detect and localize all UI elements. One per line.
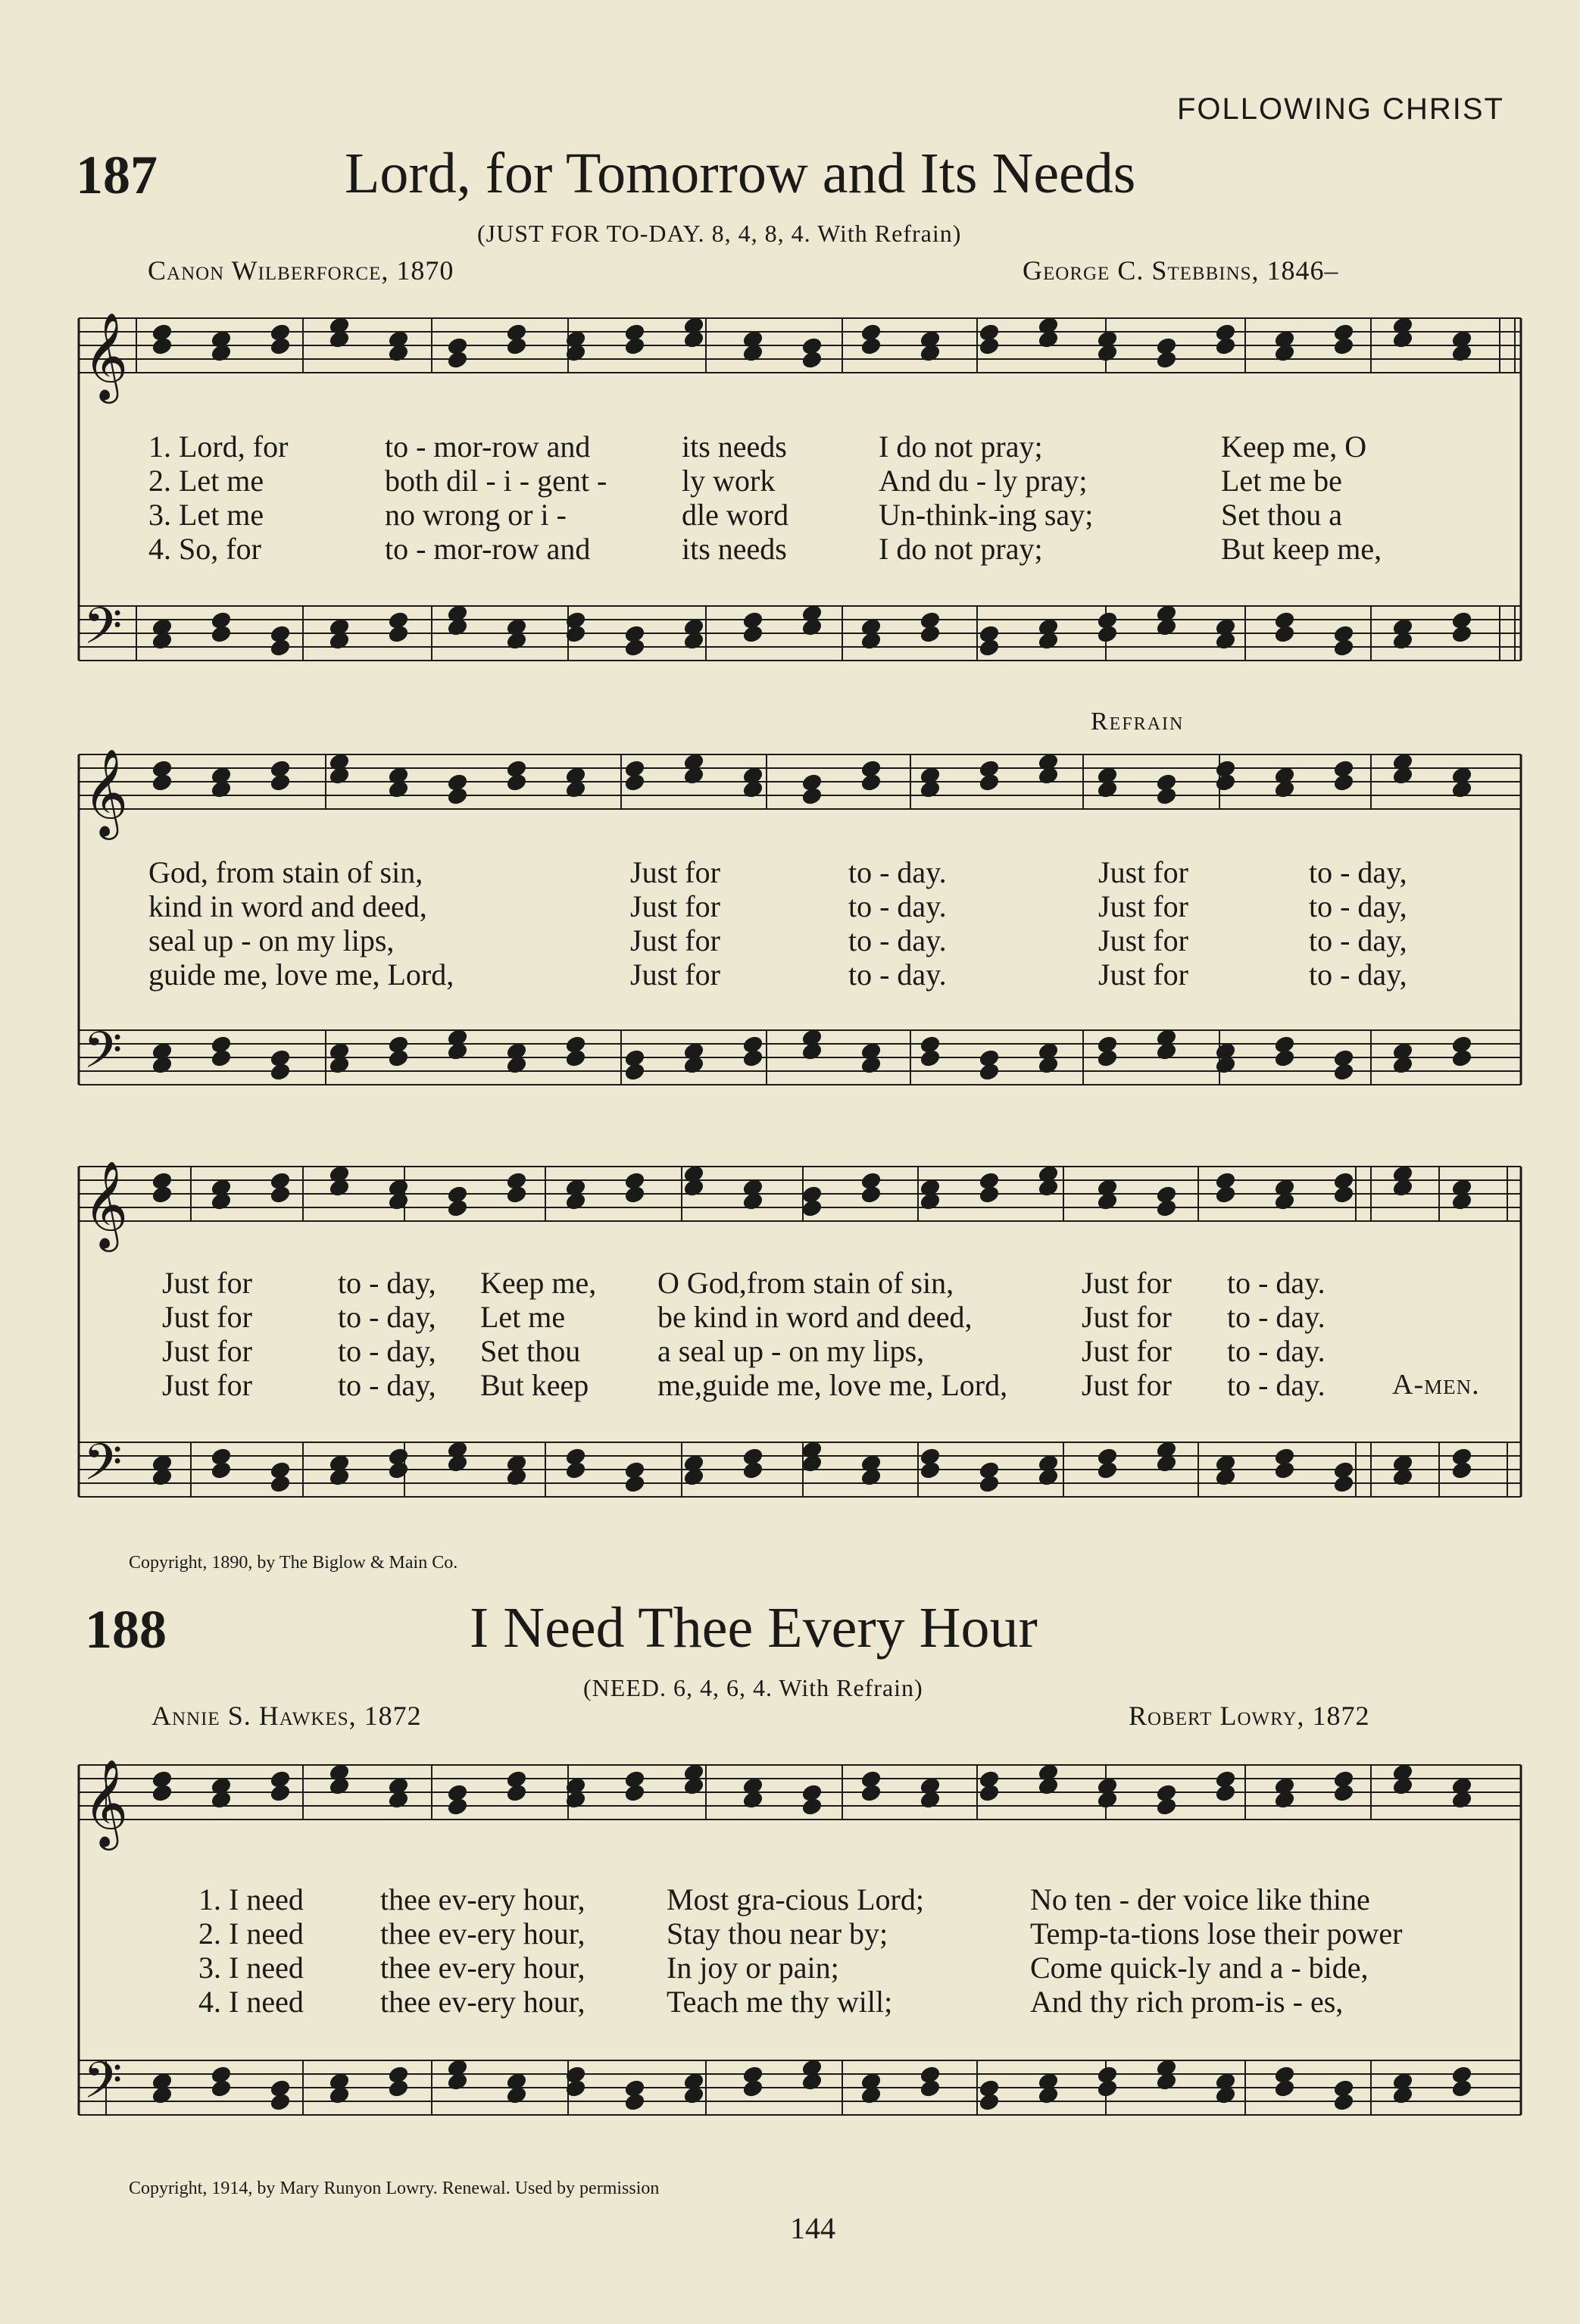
note-head <box>1334 1475 1354 1493</box>
note-head <box>1098 1049 1118 1067</box>
note-head <box>448 1199 468 1217</box>
lyric-phrase: me,guide me, love me, Lord, <box>657 1368 1008 1402</box>
lyric-phrase: Set thou a <box>1221 498 1342 532</box>
note-head <box>802 351 823 369</box>
lyric-phrase: to - day. <box>1227 1334 1326 1368</box>
note-head <box>211 2079 232 2098</box>
note-head <box>1275 2079 1295 2098</box>
bass-clef-icon: 𝄢 <box>83 2051 123 2122</box>
lyric-phrase: thee ev-ery hour, <box>380 1916 585 1951</box>
note-head <box>1334 1185 1354 1204</box>
lyric-phrase: Teach me thy will; <box>667 1985 893 2019</box>
lyric-phrase: dle word <box>682 498 789 532</box>
lyric-phrase: Just for <box>630 855 720 889</box>
lyric-phrase: to - day. <box>848 957 947 992</box>
note-head <box>802 787 823 805</box>
note-head <box>507 337 527 355</box>
lyric-phrase: no wrong or i - <box>385 498 567 532</box>
lyric-phrase: Come quick-ly and a - bide, <box>1030 1951 1369 1985</box>
note-head <box>1216 1185 1236 1204</box>
note-head <box>1275 1461 1295 1479</box>
note-head <box>920 625 941 643</box>
note-head <box>1098 1461 1118 1479</box>
note-head <box>625 1475 645 1493</box>
note-head <box>802 1199 823 1217</box>
refrain-label: Refrain <box>1091 708 1185 736</box>
note-head <box>625 1063 645 1081</box>
note-head <box>448 787 468 805</box>
lyric-phrase: to - day, <box>338 1334 436 1368</box>
note-head <box>861 773 882 792</box>
lyric-phrase: Just for <box>1082 1334 1172 1368</box>
lyric-phrase: to - day. <box>1227 1368 1326 1402</box>
hymn-187-tune: (JUST FOR TO-DAY. 8, 4, 8, 4. With Refrain) <box>477 220 962 247</box>
note-head <box>1452 2079 1472 2098</box>
lyric-phrase: Temp-ta-tions lose their power <box>1030 1916 1403 1951</box>
note-head <box>1334 1063 1354 1081</box>
lyric-phrase: Just for <box>1098 855 1188 889</box>
note-head <box>743 2079 763 2098</box>
note-head <box>152 337 173 355</box>
note-head <box>625 773 645 792</box>
lyric-phrase: to - day, <box>338 1368 436 1402</box>
lyric-phrase: to - day, <box>1309 923 1407 957</box>
note-head <box>920 1461 941 1479</box>
note-head <box>389 1049 409 1067</box>
hymn-188-number: 188 <box>85 1599 167 1660</box>
note-head <box>1452 1049 1472 1067</box>
note-head <box>920 1049 941 1067</box>
lyric-phrase: to - day. <box>848 889 947 923</box>
note-head <box>1098 625 1118 643</box>
lyric-phrase: Just for <box>1098 957 1188 992</box>
note-head <box>743 1049 763 1067</box>
note-head <box>566 1049 586 1067</box>
lyric-phrase: Most gra-cious Lord; <box>667 1882 924 1916</box>
note-head <box>979 2093 1000 2111</box>
lyric-phrase: 2. Let me <box>148 464 264 498</box>
note-head <box>625 1185 645 1204</box>
note-head <box>979 639 1000 657</box>
note-head <box>1334 2093 1354 2111</box>
note-head <box>979 1784 1000 1802</box>
lyric-phrase: both dil - i - gent - <box>385 464 607 498</box>
lyric-phrase: Keep me, O <box>1221 430 1367 464</box>
note-head <box>1216 337 1236 355</box>
lyric-phrase: Just for <box>1098 889 1188 923</box>
note-head <box>1157 351 1177 369</box>
lyric-phrase: Just for <box>630 923 720 957</box>
note-head <box>152 1784 173 1802</box>
note-head <box>448 351 468 369</box>
section-header: FOLLOWING CHRIST <box>1176 92 1504 126</box>
lyric-phrase: And thy rich prom-is - es, <box>1030 1985 1344 2019</box>
note-head <box>1452 625 1472 643</box>
note-head <box>979 337 1000 355</box>
note-head <box>625 639 645 657</box>
note-head <box>507 1185 527 1204</box>
treble-clef-icon: 𝄞 <box>83 1758 129 1847</box>
lyric-phrase: kind in word and deed, <box>148 889 427 923</box>
lyric-phrase: I do not pray; <box>879 532 1043 566</box>
lyric-phrase: be kind in word and deed, <box>657 1300 973 1334</box>
lyric-phrase: seal up - on my lips, <box>148 923 395 957</box>
lyric-phrase: O God,from stain of sin, <box>657 1266 954 1300</box>
lyric-phrase: 3. Let me <box>148 498 264 532</box>
lyric-phrase: to - mor-row and <box>385 430 591 464</box>
hymn-188-tune: (NEED. 6, 4, 6, 4. With Refrain) <box>583 1674 923 1701</box>
page-number: 144 <box>790 2211 835 2245</box>
note-head <box>920 2079 941 2098</box>
lyric-phrase: And du - ly pray; <box>879 464 1088 498</box>
note-head <box>389 2079 409 2098</box>
lyric-phrase: Just for <box>1082 1300 1172 1334</box>
note-head <box>1157 1798 1177 1816</box>
note-head <box>448 1798 468 1816</box>
lyric-phrase: 2. I need <box>198 1916 304 1951</box>
lyric-phrase: to - mor-row and <box>385 532 591 566</box>
note-head <box>979 773 1000 792</box>
lyric-phrase: to - day. <box>848 923 947 957</box>
note-head <box>861 1784 882 1802</box>
lyric-phrase: I do not pray; <box>879 430 1043 464</box>
lyric-phrase: to - day. <box>1227 1300 1326 1334</box>
hymn-187-number: 187 <box>76 145 158 205</box>
note-head <box>861 337 882 355</box>
lyric-phrase: its needs <box>682 532 787 566</box>
lyric-phrase: Let me <box>480 1300 566 1334</box>
lyric-phrase: 4. So, for <box>148 532 261 566</box>
note-head <box>270 773 291 792</box>
note-head <box>979 1063 1000 1081</box>
note-head <box>861 1185 882 1204</box>
lyric-phrase: to - day, <box>1309 957 1407 992</box>
lyric-phrase: Un-think-ing say; <box>879 498 1094 532</box>
hymn-187-words-credit: Canon Wilberforce, 1870 <box>148 255 454 286</box>
lyric-phrase: thee ev-ery hour, <box>380 1882 585 1916</box>
note-head <box>1334 773 1354 792</box>
note-head <box>152 1185 173 1204</box>
lyric-phrase: Just for <box>1082 1266 1172 1300</box>
lyric-phrase: to - day, <box>1309 855 1407 889</box>
note-head <box>507 1784 527 1802</box>
note-head <box>152 773 173 792</box>
lyric-phrase: to - day, <box>338 1266 436 1300</box>
lyric-phrase: Just for <box>162 1368 252 1402</box>
note-head <box>1275 1049 1295 1067</box>
lyric-phrase: to - day. <box>1227 1266 1326 1300</box>
lyric-phrase: Keep me, <box>480 1266 597 1300</box>
note-head <box>211 1049 232 1067</box>
lyric-phrase: to - day, <box>1309 889 1407 923</box>
note-head <box>1157 1199 1177 1217</box>
lyric-phrase: 1. I need <box>198 1882 304 1916</box>
lyric-phrase: thee ev-ery hour, <box>380 1951 585 1985</box>
lyric-phrase: Just for <box>1098 923 1188 957</box>
lyric-phrase: Just for <box>162 1334 252 1368</box>
hymn-188-words-credit: Annie S. Hawkes, 1872 <box>151 1701 422 1731</box>
note-head <box>1216 1784 1236 1802</box>
treble-clef-icon: 𝄞 <box>83 311 129 400</box>
note-head <box>270 2093 291 2111</box>
lyric-phrase: to - day. <box>848 855 947 889</box>
amen-text: A-men. <box>1392 1369 1480 1401</box>
note-head <box>743 1461 763 1479</box>
note-head <box>1334 639 1354 657</box>
hymn-187-title: Lord, for Tomorrow and Its Needs <box>345 142 1136 205</box>
bass-clef-icon: 𝄢 <box>83 597 123 667</box>
lyric-phrase: 1. Lord, for <box>148 430 289 464</box>
note-head <box>211 625 232 643</box>
lyric-phrase: No ten - der voice like thine <box>1030 1882 1370 1916</box>
bass-clef-icon: 𝄢 <box>83 1021 123 1092</box>
note-head <box>566 1461 586 1479</box>
note-head <box>211 1461 232 1479</box>
note-head <box>625 2093 645 2111</box>
note-head <box>1098 2079 1118 2098</box>
lyric-phrase: thee ev-ery hour, <box>380 1985 585 2019</box>
note-head <box>389 625 409 643</box>
treble-clef-icon: 𝄞 <box>83 1160 129 1248</box>
note-head <box>270 337 291 355</box>
lyric-phrase: Just for <box>162 1300 252 1334</box>
note-head <box>270 1784 291 1802</box>
lyric-phrase: Set thou <box>480 1334 581 1368</box>
lyric-phrase: ly work <box>682 464 776 498</box>
note-head <box>625 1784 645 1802</box>
note-head <box>979 1475 1000 1493</box>
note-head <box>979 1185 1000 1204</box>
lyric-phrase: guide me, love me, Lord, <box>148 957 454 992</box>
hymn-188-copyright: Copyright, 1914, by Mary Runyon Lowry. Renewal. Used by permission <box>129 2179 660 2198</box>
note-head <box>270 1063 291 1081</box>
lyric-phrase: Just for <box>162 1266 252 1300</box>
note-head <box>507 773 527 792</box>
note-head <box>1216 773 1236 792</box>
hymn-188-music-credit: Robert Lowry, 1872 <box>1129 1701 1370 1731</box>
lyric-phrase: Stay thou near by; <box>667 1916 888 1951</box>
note-head <box>1334 1784 1354 1802</box>
lyric-phrase: But keep <box>480 1368 589 1402</box>
note-head <box>270 1475 291 1493</box>
hymn-188-title: I Need Thee Every Hour <box>470 1596 1038 1660</box>
lyric-phrase: a seal up - on my lips, <box>657 1334 925 1368</box>
note-head <box>1452 1461 1472 1479</box>
lyric-phrase: Just for <box>630 957 720 992</box>
lyric-phrase: Let me be <box>1221 464 1342 498</box>
lyric-phrase: 3. I need <box>198 1951 304 1985</box>
hymn-187-copyright: Copyright, 1890, by The Biglow & Main Co. <box>129 1553 458 1573</box>
note-head <box>743 625 763 643</box>
note-head <box>270 1185 291 1204</box>
treble-clef-icon: 𝄞 <box>83 748 129 836</box>
bass-clef-icon: 𝄢 <box>83 1433 123 1504</box>
note-head <box>625 337 645 355</box>
note-head <box>1334 337 1354 355</box>
lyric-phrase: But keep me, <box>1221 532 1382 566</box>
note-head <box>270 639 291 657</box>
lyric-phrase: 4. I need <box>198 1985 304 2019</box>
note-head <box>1275 625 1295 643</box>
lyric-phrase: to - day, <box>338 1300 436 1334</box>
note-head <box>1157 787 1177 805</box>
hymn-187-music-credit: George C. Stebbins, 1846– <box>1023 255 1339 286</box>
lyric-phrase: In joy or pain; <box>667 1951 839 1985</box>
lyric-phrase: Just for <box>1082 1368 1172 1402</box>
lyric-phrase: God, from stain of sin, <box>148 855 423 889</box>
lyric-phrase: its needs <box>682 430 787 464</box>
lyric-phrase: Just for <box>630 889 720 923</box>
note-head <box>802 1798 823 1816</box>
note-head <box>389 1461 409 1479</box>
